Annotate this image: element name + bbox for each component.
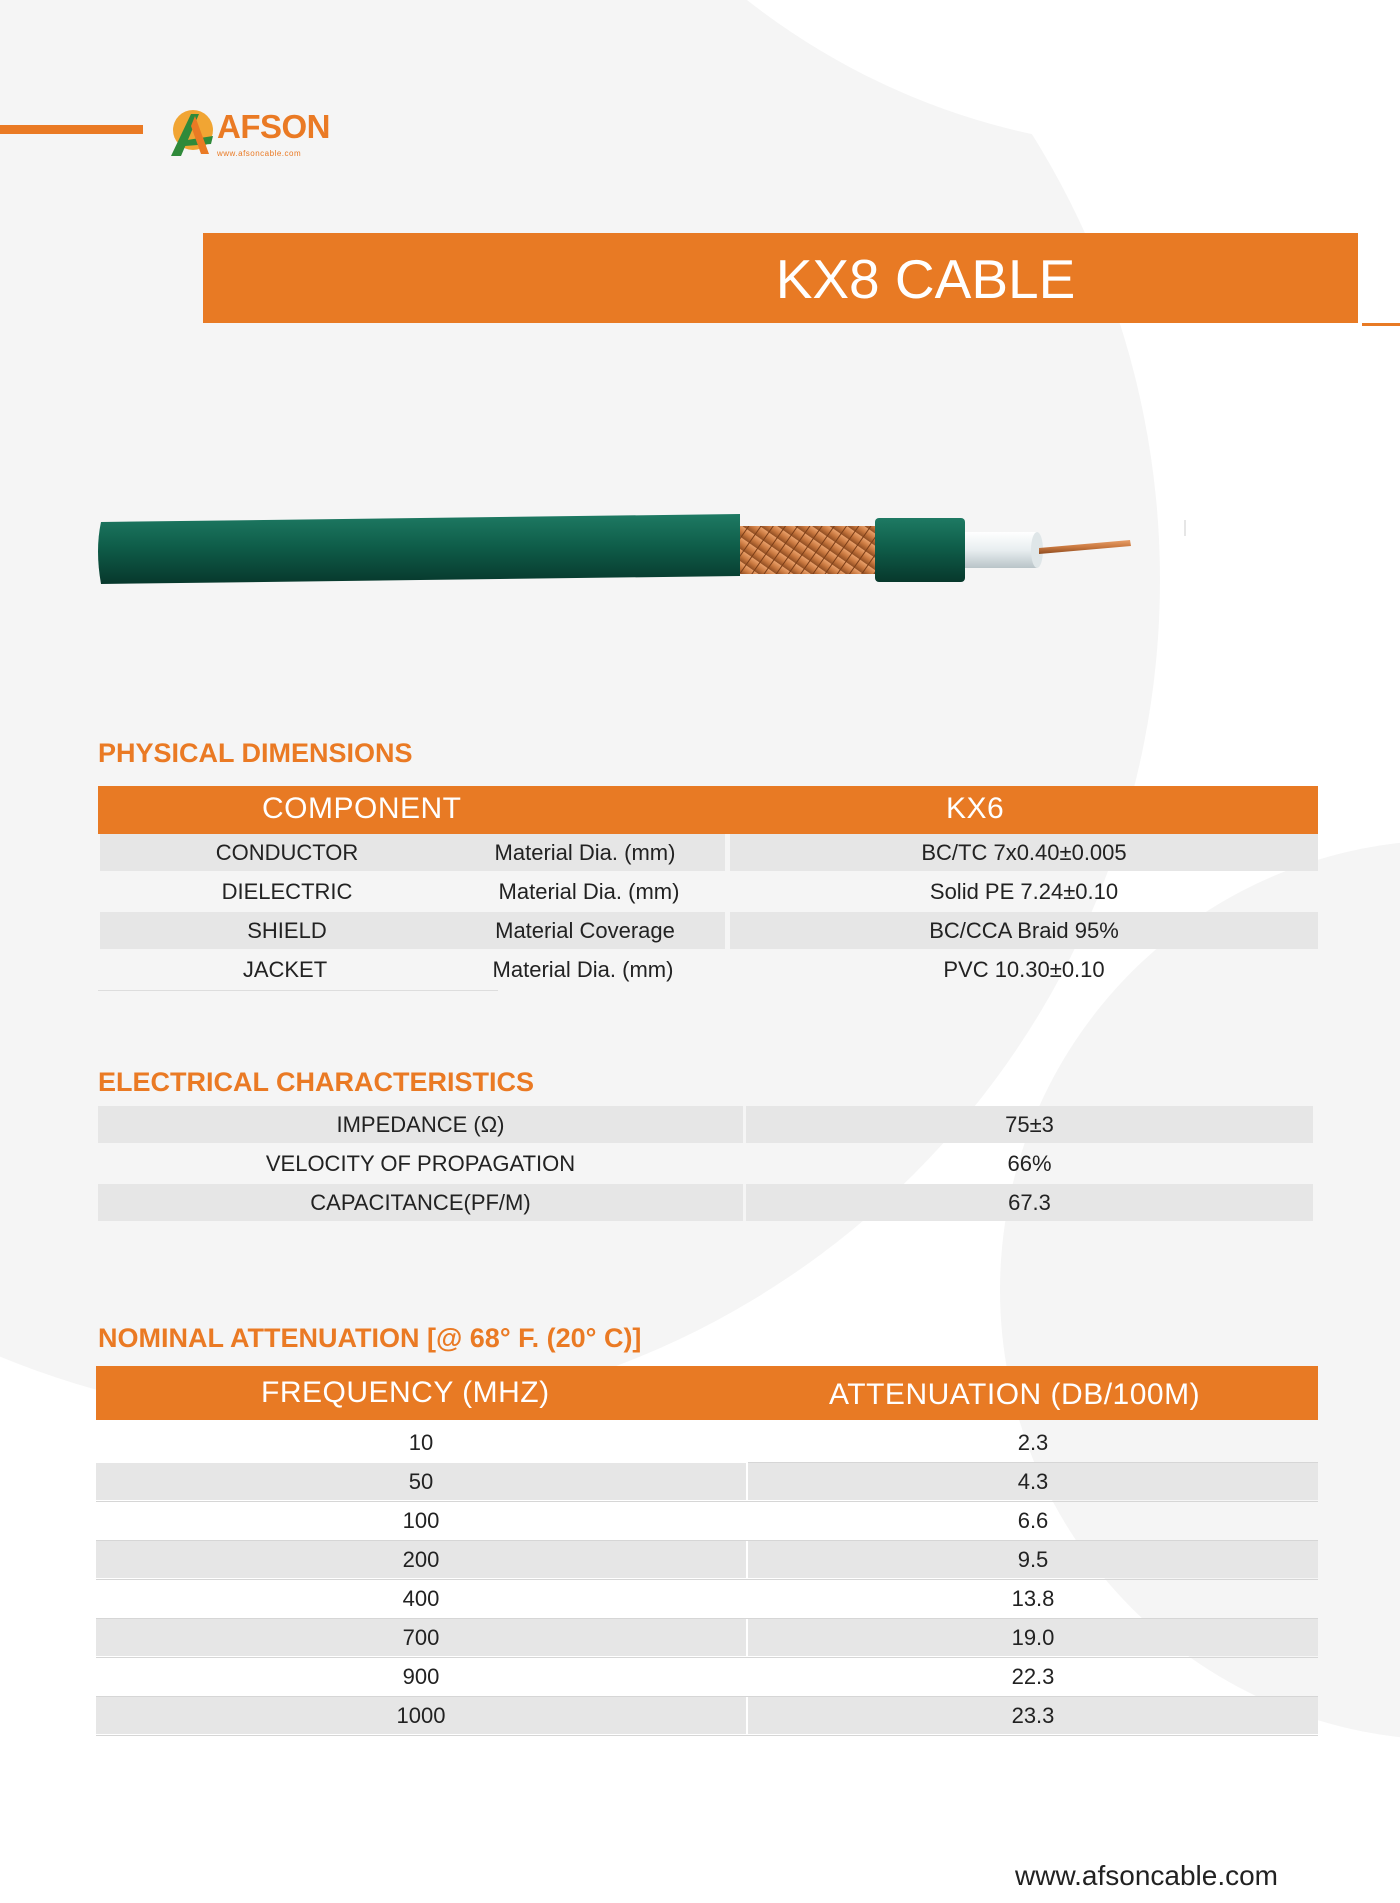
property-cell: Material Dia. (mm) bbox=[494, 840, 676, 865]
physical-table-header bbox=[98, 786, 1318, 834]
frequency-cell: 100 bbox=[402, 1508, 440, 1533]
attenuation-cell: 4.3 bbox=[748, 1463, 1318, 1500]
label-cell: IMPEDANCE (Ω) bbox=[98, 1106, 743, 1143]
nominal-attenuation-title: NOMINAL ATTENUATION [@ 68° F. (20° C)] bbox=[98, 1323, 642, 1353]
page-title: KX8 CABLE bbox=[775, 248, 1076, 310]
label-cell: VELOCITY OF PROPAGATION bbox=[265, 1151, 576, 1176]
component-header: COMPONENT bbox=[262, 792, 462, 825]
divider bbox=[98, 990, 498, 991]
value-cell: PVC 10.30±0.10 bbox=[943, 957, 1105, 982]
cable-image bbox=[95, 500, 1205, 610]
component-cell: DIELECTRIC bbox=[221, 879, 353, 904]
frequency-cell: 700 bbox=[96, 1619, 746, 1656]
label-cell: CAPACITANCE(PF/M) bbox=[98, 1184, 743, 1221]
title-bar bbox=[203, 233, 1358, 323]
header-accent-line bbox=[0, 125, 143, 134]
brand-name: AFSON bbox=[217, 108, 330, 145]
property-cell: Material Dia. (mm) bbox=[492, 957, 674, 982]
attenuation-cell: 22.3 bbox=[1011, 1664, 1055, 1689]
attenuation-cell: 2.3 bbox=[1017, 1430, 1049, 1455]
frequency-cell: 200 bbox=[96, 1541, 746, 1578]
footer-website: www.afsoncable.com bbox=[1015, 1860, 1279, 1891]
value-cell: Solid PE 7.24±0.10 bbox=[929, 879, 1119, 904]
value-cell: 66% bbox=[1007, 1151, 1052, 1176]
value-cell: 75±3 bbox=[746, 1106, 1313, 1143]
electrical-characteristics-title: ELECTRICAL CHARACTERISTICS bbox=[98, 1067, 535, 1097]
value-cell: BC/TC 7x0.40±0.005 bbox=[730, 834, 1318, 871]
frequency-cell: 900 bbox=[402, 1664, 440, 1689]
frequency-cell: 50 bbox=[96, 1463, 746, 1500]
title-underline bbox=[1362, 323, 1400, 326]
brand-url: www.afsoncable.com bbox=[217, 149, 302, 158]
physical-dimensions-title: PHYSICAL DIMENSIONS bbox=[98, 738, 413, 768]
value-cell: BC/CCA Braid 95% bbox=[730, 912, 1318, 949]
model-header: KX6 bbox=[946, 792, 1005, 825]
property-cell: Material Coverage bbox=[495, 918, 675, 943]
frequency-cell: 400 bbox=[402, 1586, 440, 1611]
frequency-cell: 10 bbox=[408, 1430, 434, 1455]
value-cell: 67.3 bbox=[746, 1184, 1313, 1221]
brand-logo bbox=[165, 106, 335, 161]
frequency-cell: 1000 bbox=[96, 1697, 746, 1734]
component-cell: CONDUCTOR bbox=[215, 840, 359, 865]
attenuation-table-header bbox=[96, 1366, 1318, 1420]
component-cell: JACKET bbox=[242, 957, 328, 982]
attenuation-cell: 19.0 bbox=[748, 1619, 1318, 1656]
attenuation-cell: 9.5 bbox=[748, 1541, 1318, 1578]
attenuation-cell: 23.3 bbox=[748, 1697, 1318, 1734]
attenuation-header: ATTENUATION (DB/100M) bbox=[829, 1378, 1201, 1411]
afson-logo-icon bbox=[165, 106, 220, 161]
attenuation-cell: 13.8 bbox=[1011, 1586, 1055, 1611]
attenuation-cell: 6.6 bbox=[1017, 1508, 1049, 1533]
row-divider bbox=[96, 1735, 1318, 1736]
property-cell: Material Dia. (mm) bbox=[498, 879, 680, 904]
component-cell: SHIELD bbox=[247, 918, 327, 943]
frequency-header: FREQUENCY (MHZ) bbox=[261, 1376, 550, 1409]
